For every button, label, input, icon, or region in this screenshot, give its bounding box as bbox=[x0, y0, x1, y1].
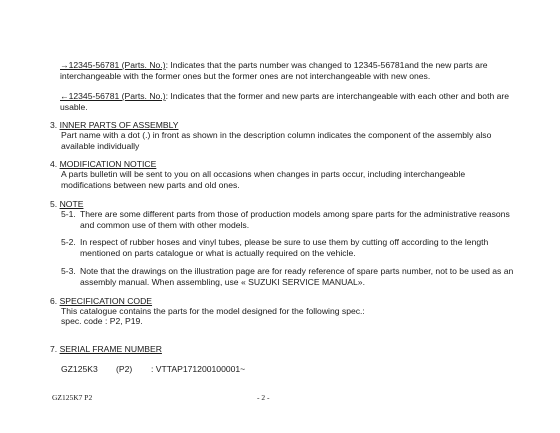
section-7-number: 7. bbox=[50, 344, 58, 354]
note-item-number: 5-1. bbox=[61, 209, 76, 219]
section-6-title: SPECIFICATION CODE bbox=[59, 296, 153, 306]
section-5-number: 5. bbox=[50, 199, 58, 209]
note-item bbox=[61, 237, 519, 259]
note-item-text: There are some different parts from those of production models among spare parts for the administrative reasons and common use of them with other models. bbox=[80, 209, 510, 230]
section-4-body: A parts bulletin will be sent to you on all occasions when changes in parts occur, including interchangeable modifications between new parts and old ones. bbox=[61, 169, 466, 190]
note-item-text: Note that the drawings on the illustration page are for ready reference of spare parts number, not to be used as an assembly manual. When assembling, use « SUZUKI SERVICE MANUAL». bbox=[80, 266, 514, 287]
section-4-number: 4. bbox=[50, 159, 58, 169]
section-7-heading bbox=[50, 344, 162, 355]
serial-frame-number: : VTTAP171200100001~ bbox=[151, 364, 246, 374]
serial-frame-row bbox=[61, 364, 361, 375]
section-7-title: SERIAL FRAME NUMBER bbox=[59, 344, 162, 354]
changed-part-number-text: : Indicates that the parts number was changed to 12345-56781and the new parts are interchangeable with the former ones but the former ones are not interchangeable with new ones. bbox=[60, 60, 488, 81]
section-4-title: MODIFICATION NOTICE bbox=[59, 159, 157, 169]
interchangeable-part-number-note bbox=[60, 91, 515, 113]
interchangeable-part-number-example: ←12345-56781 (Parts. No.) bbox=[60, 91, 166, 101]
section-5-title: NOTE bbox=[59, 199, 84, 209]
section-3-number: 3. bbox=[50, 120, 58, 130]
note-item bbox=[61, 266, 519, 288]
note-item bbox=[61, 209, 519, 231]
serial-model: GZ125K3 bbox=[61, 364, 98, 374]
note-item-number: 5-2. bbox=[61, 237, 76, 247]
note-item-text: In respect of rubber hoses and vinyl tubes, please be sure to use them by cutting off according to the length mentioned on parts catalogue or what is actually required on the vehicle. bbox=[80, 237, 489, 258]
page-number: - 2 - bbox=[257, 393, 270, 402]
section-3-title: INNER PARTS OF ASSEMBLY bbox=[59, 120, 179, 130]
section-6-number: 6. bbox=[50, 296, 58, 306]
section-3-body: Part name with a dot (.) in front as shown in the description column indicates the component of the assembly also available individually bbox=[61, 130, 492, 151]
interchangeable-part-number-text: : Indicates that the former and new parts are interchangeable with each other and both are usable. bbox=[60, 91, 510, 112]
spec-code: spec. code : P2, P19. bbox=[61, 316, 143, 326]
changed-part-number-example: →12345-56781 (Parts. No.) bbox=[60, 60, 166, 70]
footer-model-code: GZ125K7 P2 bbox=[52, 393, 93, 402]
serial-spec-code: (P2) bbox=[116, 364, 133, 374]
note-item-number: 5-3. bbox=[61, 266, 76, 276]
section-6-body: This catalogue contains the parts for the model designed for the following spec.: bbox=[61, 306, 365, 316]
changed-part-number-note bbox=[60, 60, 515, 82]
